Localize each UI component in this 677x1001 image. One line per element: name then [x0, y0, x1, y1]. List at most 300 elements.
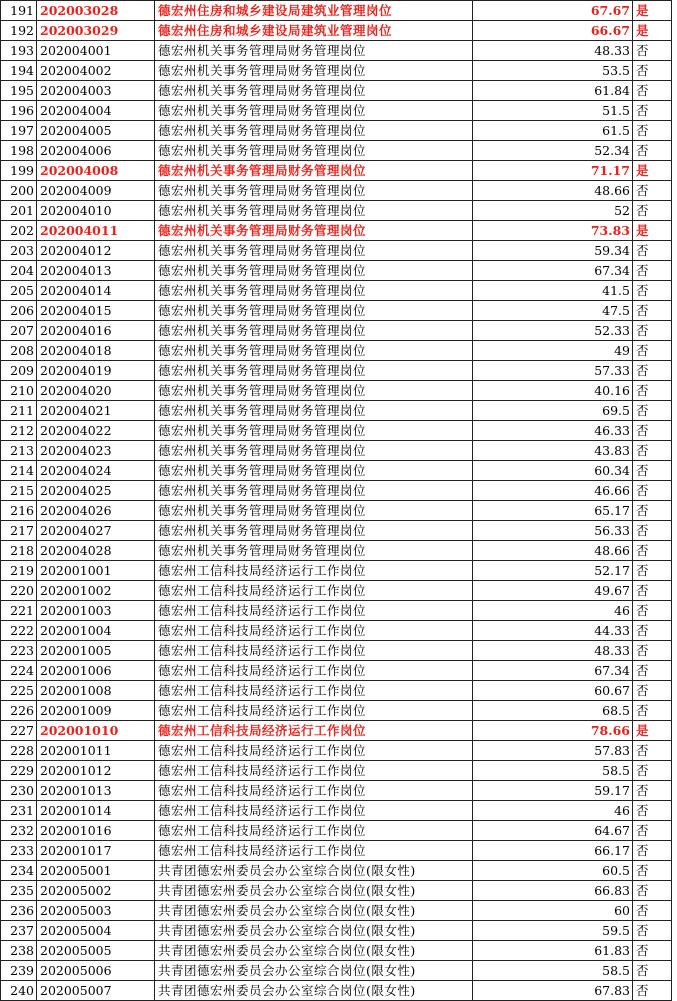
candidate-id-cell: 202001012: [37, 761, 155, 781]
qualified-cell: 否: [633, 881, 672, 901]
qualified-cell: 否: [633, 261, 672, 281]
table-row: [1, 501, 672, 521]
qualified-cell: 否: [633, 541, 672, 561]
table-row: [1, 701, 672, 721]
qualified-cell: 否: [633, 281, 672, 301]
candidate-id-cell: 202005006: [37, 961, 155, 981]
score-cell: 52.34: [473, 141, 633, 161]
row-number-cell: 224: [1, 661, 37, 681]
candidate-id-cell: 202005001: [37, 861, 155, 881]
row-number-cell: 222: [1, 621, 37, 641]
position-cell: 德宏州工信科技局经济运行工作岗位: [155, 841, 473, 861]
row-number-cell: 237: [1, 921, 37, 941]
row-number-cell: 213: [1, 441, 37, 461]
table-row: [1, 621, 672, 641]
table-row: [1, 921, 672, 941]
score-cell: 64.67: [473, 821, 633, 841]
candidate-id-cell: 202004015: [37, 301, 155, 321]
qualified-cell: 否: [633, 981, 672, 1001]
table-row: [1, 761, 672, 781]
qualified-cell: 是: [633, 161, 672, 181]
candidate-id-cell: 202004025: [37, 481, 155, 501]
table-row: [1, 481, 672, 501]
qualified-cell: 否: [633, 801, 672, 821]
position-cell: 德宏州工信科技局经济运行工作岗位: [155, 741, 473, 761]
candidate-id-cell: 202001013: [37, 781, 155, 801]
qualified-cell: 否: [633, 681, 672, 701]
candidate-id-cell: 202001008: [37, 681, 155, 701]
qualified-cell: 否: [633, 921, 672, 941]
score-cell: 41.5: [473, 281, 633, 301]
position-cell: 共青团德宏州委员会办公室综合岗位(限女性): [155, 941, 473, 961]
row-number-cell: 223: [1, 641, 37, 661]
candidate-id-cell: 202004021: [37, 401, 155, 421]
row-number-cell: 195: [1, 81, 37, 101]
qualified-cell: 否: [633, 201, 672, 221]
position-cell: 德宏州机关事务管理局财务管理岗位: [155, 281, 473, 301]
table-row: [1, 81, 672, 101]
table-row: [1, 361, 672, 381]
candidate-id-cell: 202005002: [37, 881, 155, 901]
candidate-id-cell: 202001014: [37, 801, 155, 821]
score-cell: 46.33: [473, 421, 633, 441]
table-row: [1, 661, 672, 681]
table-row: [1, 441, 672, 461]
position-cell: 德宏州机关事务管理局财务管理岗位: [155, 361, 473, 381]
qualified-cell: 否: [633, 441, 672, 461]
table-row: [1, 541, 672, 561]
score-cell: 60.5: [473, 861, 633, 881]
position-cell: 德宏州机关事务管理局财务管理岗位: [155, 241, 473, 261]
candidate-id-cell: 202001004: [37, 621, 155, 641]
qualified-cell: 否: [633, 781, 672, 801]
candidate-id-cell: 202004014: [37, 281, 155, 301]
row-number-cell: 212: [1, 421, 37, 441]
row-number-cell: 240: [1, 981, 37, 1001]
row-number-cell: 207: [1, 321, 37, 341]
candidate-id-cell: 202001005: [37, 641, 155, 661]
qualified-cell: 否: [633, 941, 672, 961]
position-cell: 德宏州工信科技局经济运行工作岗位: [155, 621, 473, 641]
score-cell: 66.17: [473, 841, 633, 861]
row-number-cell: 236: [1, 901, 37, 921]
row-number-cell: 225: [1, 681, 37, 701]
row-number-cell: 194: [1, 61, 37, 81]
row-number-cell: 232: [1, 821, 37, 841]
row-number-cell: 234: [1, 861, 37, 881]
candidate-id-cell: 202004001: [37, 41, 155, 61]
score-cell: 58.5: [473, 961, 633, 981]
row-number-cell: 191: [1, 1, 37, 21]
score-cell: 58.5: [473, 761, 633, 781]
table-row: [1, 61, 672, 81]
qualified-cell: 否: [633, 381, 672, 401]
row-number-cell: 231: [1, 801, 37, 821]
score-cell: 61.83: [473, 941, 633, 961]
score-cell: 46: [473, 601, 633, 621]
candidate-id-cell: 202001002: [37, 581, 155, 601]
candidate-id-cell: 202005004: [37, 921, 155, 941]
table-row: [1, 321, 672, 341]
score-cell: 57.33: [473, 361, 633, 381]
qualified-cell: 否: [633, 621, 672, 641]
position-cell: 德宏州机关事务管理局财务管理岗位: [155, 181, 473, 201]
qualified-cell: 否: [633, 901, 672, 921]
score-cell: 53.5: [473, 61, 633, 81]
qualified-cell: 否: [633, 121, 672, 141]
position-cell: 共青团德宏州委员会办公室综合岗位(限女性): [155, 981, 473, 1001]
score-cell: 61.5: [473, 121, 633, 141]
table-row: [1, 681, 672, 701]
candidate-id-cell: 202003028: [37, 1, 155, 21]
qualified-cell: 否: [633, 361, 672, 381]
row-number-cell: 209: [1, 361, 37, 381]
row-number-cell: 211: [1, 401, 37, 421]
table-row: [1, 961, 672, 981]
candidate-id-cell: 202004008: [37, 161, 155, 181]
candidate-id-cell: 202001016: [37, 821, 155, 841]
table-row: [1, 641, 672, 661]
qualified-cell: 否: [633, 181, 672, 201]
table-row: [1, 821, 672, 841]
score-cell: 52: [473, 201, 633, 221]
table-row: [1, 21, 672, 41]
position-cell: 德宏州机关事务管理局财务管理岗位: [155, 541, 473, 561]
table-row: [1, 841, 672, 861]
score-cell: 51.5: [473, 101, 633, 121]
position-cell: 德宏州机关事务管理局财务管理岗位: [155, 421, 473, 441]
qualified-cell: 否: [633, 821, 672, 841]
candidate-id-cell: 202001003: [37, 601, 155, 621]
qualified-cell: 否: [633, 841, 672, 861]
row-number-cell: 233: [1, 841, 37, 861]
row-number-cell: 210: [1, 381, 37, 401]
table-row: [1, 41, 672, 61]
row-number-cell: 238: [1, 941, 37, 961]
qualified-cell: 否: [633, 41, 672, 61]
table-row: [1, 381, 672, 401]
candidate-id-cell: 202004018: [37, 341, 155, 361]
table-row: [1, 281, 672, 301]
score-cell: 52.33: [473, 321, 633, 341]
position-cell: 德宏州工信科技局经济运行工作岗位: [155, 661, 473, 681]
table-row: [1, 141, 672, 161]
score-cell: 49: [473, 341, 633, 361]
row-number-cell: 217: [1, 521, 37, 541]
table-row: [1, 181, 672, 201]
score-cell: 69.5: [473, 401, 633, 421]
score-cell: 71.17: [473, 161, 633, 181]
row-number-cell: 196: [1, 101, 37, 121]
row-number-cell: 199: [1, 161, 37, 181]
score-cell: 60: [473, 901, 633, 921]
row-number-cell: 208: [1, 341, 37, 361]
position-cell: 德宏州机关事务管理局财务管理岗位: [155, 101, 473, 121]
position-cell: 共青团德宏州委员会办公室综合岗位(限女性): [155, 861, 473, 881]
position-cell: 德宏州工信科技局经济运行工作岗位: [155, 701, 473, 721]
position-cell: 德宏州机关事务管理局财务管理岗位: [155, 461, 473, 481]
qualified-cell: 是: [633, 221, 672, 241]
qualified-cell: 否: [633, 101, 672, 121]
score-cell: 44.33: [473, 621, 633, 641]
candidate-id-cell: 202001010: [37, 721, 155, 741]
position-cell: 德宏州机关事务管理局财务管理岗位: [155, 301, 473, 321]
table-row: [1, 981, 672, 1001]
position-cell: 德宏州机关事务管理局财务管理岗位: [155, 321, 473, 341]
table-row: [1, 421, 672, 441]
table-row: [1, 301, 672, 321]
row-number-cell: 215: [1, 481, 37, 501]
row-number-cell: 227: [1, 721, 37, 741]
row-number-cell: 193: [1, 41, 37, 61]
table-row: [1, 741, 672, 761]
candidate-id-cell: 202004019: [37, 361, 155, 381]
score-cell: 67.83: [473, 981, 633, 1001]
table-row: [1, 261, 672, 281]
table-row: [1, 401, 672, 421]
candidate-id-cell: 202001006: [37, 661, 155, 681]
qualified-cell: 否: [633, 321, 672, 341]
row-number-cell: 201: [1, 201, 37, 221]
qualified-cell: 否: [633, 861, 672, 881]
score-cell: 73.83: [473, 221, 633, 241]
score-cell: 61.84: [473, 81, 633, 101]
row-number-cell: 216: [1, 501, 37, 521]
position-cell: 德宏州工信科技局经济运行工作岗位: [155, 761, 473, 781]
qualified-cell: 是: [633, 721, 672, 741]
position-cell: 共青团德宏州委员会办公室综合岗位(限女性): [155, 901, 473, 921]
candidate-id-cell: 202004026: [37, 501, 155, 521]
qualified-cell: 否: [633, 561, 672, 581]
qualified-cell: 否: [633, 661, 672, 681]
qualified-cell: 否: [633, 461, 672, 481]
score-cell: 57.83: [473, 741, 633, 761]
table-row: [1, 161, 672, 181]
qualified-cell: 否: [633, 61, 672, 81]
candidate-id-cell: 202004013: [37, 261, 155, 281]
candidate-id-cell: 202004023: [37, 441, 155, 461]
table-row: [1, 861, 672, 881]
candidate-id-cell: 202003029: [37, 21, 155, 41]
table-row: [1, 521, 672, 541]
table-row: [1, 581, 672, 601]
position-cell: 德宏州住房和城乡建设局建筑业管理岗位: [155, 1, 473, 21]
position-cell: 德宏州机关事务管理局财务管理岗位: [155, 161, 473, 181]
score-cell: 60.34: [473, 461, 633, 481]
qualified-cell: 否: [633, 81, 672, 101]
position-cell: 德宏州机关事务管理局财务管理岗位: [155, 521, 473, 541]
position-cell: 德宏州机关事务管理局财务管理岗位: [155, 261, 473, 281]
score-cell: 48.66: [473, 181, 633, 201]
position-cell: 德宏州住房和城乡建设局建筑业管理岗位: [155, 21, 473, 41]
score-cell: 46: [473, 801, 633, 821]
table-row: [1, 881, 672, 901]
score-cell: 49.67: [473, 581, 633, 601]
position-cell: 德宏州机关事务管理局财务管理岗位: [155, 381, 473, 401]
qualified-cell: 否: [633, 641, 672, 661]
table-row: [1, 801, 672, 821]
qualified-cell: 否: [633, 401, 672, 421]
candidate-id-cell: 202004016: [37, 321, 155, 341]
row-number-cell: 204: [1, 261, 37, 281]
qualified-cell: 是: [633, 21, 672, 41]
candidate-id-cell: 202001011: [37, 741, 155, 761]
score-cell: 40.16: [473, 381, 633, 401]
qualified-cell: 否: [633, 581, 672, 601]
score-cell: 52.17: [473, 561, 633, 581]
score-cell: 43.83: [473, 441, 633, 461]
table-row: [1, 341, 672, 361]
candidate-id-cell: 202001009: [37, 701, 155, 721]
qualified-cell: 否: [633, 961, 672, 981]
table-row: [1, 221, 672, 241]
qualified-cell: 否: [633, 421, 672, 441]
table-row: [1, 561, 672, 581]
position-cell: 德宏州工信科技局经济运行工作岗位: [155, 601, 473, 621]
row-number-cell: 229: [1, 761, 37, 781]
position-cell: 德宏州机关事务管理局财务管理岗位: [155, 401, 473, 421]
candidate-id-cell: 202004003: [37, 81, 155, 101]
row-number-cell: 218: [1, 541, 37, 561]
candidate-id-cell: 202005007: [37, 981, 155, 1001]
table-row: [1, 941, 672, 961]
position-cell: 德宏州机关事务管理局财务管理岗位: [155, 341, 473, 361]
position-cell: 德宏州工信科技局经济运行工作岗位: [155, 801, 473, 821]
qualified-cell: 否: [633, 301, 672, 321]
row-number-cell: 205: [1, 281, 37, 301]
score-cell: 60.67: [473, 681, 633, 701]
position-cell: 共青团德宏州委员会办公室综合岗位(限女性): [155, 961, 473, 981]
table-row: [1, 461, 672, 481]
candidate-id-cell: 202004020: [37, 381, 155, 401]
row-number-cell: 206: [1, 301, 37, 321]
score-cell: 48.66: [473, 541, 633, 561]
qualified-cell: 是: [633, 1, 672, 21]
qualified-cell: 否: [633, 601, 672, 621]
table-row: [1, 101, 672, 121]
candidate-id-cell: 202004024: [37, 461, 155, 481]
row-number-cell: 228: [1, 741, 37, 761]
position-cell: 德宏州工信科技局经济运行工作岗位: [155, 581, 473, 601]
score-cell: 66.83: [473, 881, 633, 901]
score-cell: 65.17: [473, 501, 633, 521]
qualified-cell: 否: [633, 481, 672, 501]
position-cell: 德宏州机关事务管理局财务管理岗位: [155, 61, 473, 81]
position-cell: 德宏州机关事务管理局财务管理岗位: [155, 201, 473, 221]
candidate-id-cell: 202004009: [37, 181, 155, 201]
qualified-cell: 否: [633, 241, 672, 261]
position-cell: 德宏州机关事务管理局财务管理岗位: [155, 481, 473, 501]
score-cell: 67.34: [473, 261, 633, 281]
qualified-cell: 否: [633, 521, 672, 541]
score-cell: 56.33: [473, 521, 633, 541]
table-row: [1, 121, 672, 141]
table-row: [1, 241, 672, 261]
candidate-id-cell: 202004012: [37, 241, 155, 261]
position-cell: 德宏州机关事务管理局财务管理岗位: [155, 41, 473, 61]
candidate-id-cell: 202005005: [37, 941, 155, 961]
row-number-cell: 226: [1, 701, 37, 721]
score-cell: 59.34: [473, 241, 633, 261]
row-number-cell: 214: [1, 461, 37, 481]
score-cell: 48.33: [473, 41, 633, 61]
score-cell: 67.67: [473, 1, 633, 21]
position-cell: 共青团德宏州委员会办公室综合岗位(限女性): [155, 921, 473, 941]
position-cell: 德宏州工信科技局经济运行工作岗位: [155, 821, 473, 841]
table-row: [1, 201, 672, 221]
position-cell: 德宏州机关事务管理局财务管理岗位: [155, 501, 473, 521]
qualified-cell: 否: [633, 701, 672, 721]
position-cell: 德宏州机关事务管理局财务管理岗位: [155, 141, 473, 161]
row-number-cell: 220: [1, 581, 37, 601]
row-number-cell: 221: [1, 601, 37, 621]
position-cell: 共青团德宏州委员会办公室综合岗位(限女性): [155, 881, 473, 901]
row-number-cell: 203: [1, 241, 37, 261]
position-cell: 德宏州工信科技局经济运行工作岗位: [155, 781, 473, 801]
position-cell: 德宏州机关事务管理局财务管理岗位: [155, 121, 473, 141]
score-cell: 78.66: [473, 721, 633, 741]
score-cell: 67.34: [473, 661, 633, 681]
qualified-cell: 否: [633, 141, 672, 161]
results-table-body: [1, 1, 672, 1001]
row-number-cell: 239: [1, 961, 37, 981]
position-cell: 德宏州工信科技局经济运行工作岗位: [155, 641, 473, 661]
score-cell: 59.17: [473, 781, 633, 801]
row-number-cell: 198: [1, 141, 37, 161]
score-cell: 48.33: [473, 641, 633, 661]
candidate-id-cell: 202001001: [37, 561, 155, 581]
score-cell: 47.5: [473, 301, 633, 321]
row-number-cell: 197: [1, 121, 37, 141]
row-number-cell: 202: [1, 221, 37, 241]
candidate-id-cell: 202004028: [37, 541, 155, 561]
table-row: [1, 781, 672, 801]
position-cell: 德宏州工信科技局经济运行工作岗位: [155, 721, 473, 741]
candidate-id-cell: 202004004: [37, 101, 155, 121]
qualified-cell: 否: [633, 501, 672, 521]
table-row: [1, 1, 672, 21]
qualified-cell: 否: [633, 761, 672, 781]
candidate-id-cell: 202005003: [37, 901, 155, 921]
position-cell: 德宏州机关事务管理局财务管理岗位: [155, 221, 473, 241]
row-number-cell: 230: [1, 781, 37, 801]
position-cell: 德宏州机关事务管理局财务管理岗位: [155, 441, 473, 461]
position-cell: 德宏州机关事务管理局财务管理岗位: [155, 81, 473, 101]
table-row: [1, 721, 672, 741]
qualified-cell: 否: [633, 341, 672, 361]
candidate-id-cell: 202004027: [37, 521, 155, 541]
score-cell: 46.66: [473, 481, 633, 501]
candidate-id-cell: 202004006: [37, 141, 155, 161]
candidate-id-cell: 202004005: [37, 121, 155, 141]
table-row: [1, 601, 672, 621]
table-row: [1, 901, 672, 921]
position-cell: 德宏州工信科技局经济运行工作岗位: [155, 681, 473, 701]
score-cell: 66.67: [473, 21, 633, 41]
score-cell: 68.5: [473, 701, 633, 721]
position-cell: 德宏州工信科技局经济运行工作岗位: [155, 561, 473, 581]
candidate-id-cell: 202004011: [37, 221, 155, 241]
candidate-id-cell: 202001017: [37, 841, 155, 861]
row-number-cell: 235: [1, 881, 37, 901]
candidate-id-cell: 202004002: [37, 61, 155, 81]
score-cell: 59.5: [473, 921, 633, 941]
candidate-id-cell: 202004010: [37, 201, 155, 221]
row-number-cell: 200: [1, 181, 37, 201]
row-number-cell: 192: [1, 21, 37, 41]
candidate-id-cell: 202004022: [37, 421, 155, 441]
qualified-cell: 否: [633, 741, 672, 761]
